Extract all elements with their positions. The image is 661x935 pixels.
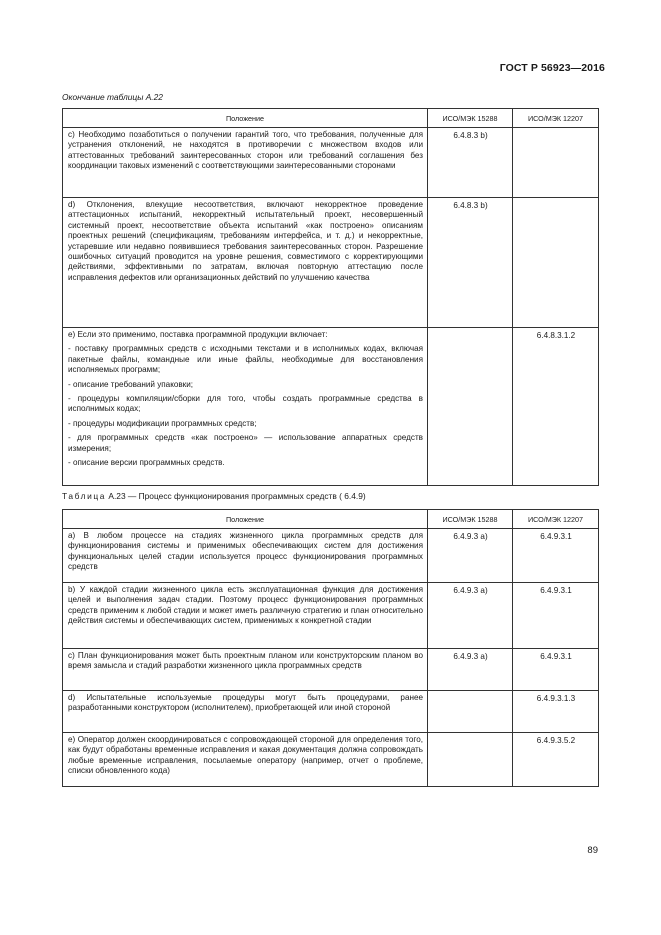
iso12207-ref: 6.4.8.3.1.2: [513, 328, 599, 486]
table-row: [63, 328, 599, 486]
provision-text: d) Испытательные используемые процедуры могут быть процедурами, ранее разработанными конструктором (исполнителем), приобретающей или иной стороной: [63, 691, 428, 733]
provision-text: c) План функционирования может быть проектным планом или конструкторским планом во время замысла и стадий разработки жизненного цикла программных средств: [63, 649, 428, 691]
table-header-row: [63, 510, 599, 529]
table-row: [63, 128, 599, 198]
list-intro: e) Если это применимо, поставка программной продукции включает:: [68, 330, 328, 339]
table-row: [63, 733, 599, 787]
provision-text: [63, 328, 428, 486]
column-header-provision: Положение: [63, 109, 428, 128]
column-header-provision: Положение: [63, 510, 428, 529]
column-header-iso15288: ИСО/МЭК 15288: [428, 510, 513, 529]
iso12207-ref: 6.4.9.3.1: [513, 649, 599, 691]
column-header-iso15288: ИСО/МЭК 15288: [428, 109, 513, 128]
iso12207-ref: [513, 198, 599, 328]
table-a23-caption-title: А.23 — Процесс функционирования программных средств ( 6.4.9): [108, 491, 366, 501]
list-item: - для программных средств «как построено» — использование аппаратных средств измерения;: [68, 433, 423, 453]
list-item: - процедуры компиляции/сборки для того, чтобы создать программные средства в исполнимых кодах;: [68, 394, 423, 414]
iso12207-ref: 6.4.9.3.5.2: [513, 733, 599, 787]
iso15288-ref: 6.4.9.3 a): [428, 529, 513, 583]
table-row: [63, 649, 599, 691]
table-row: [63, 691, 599, 733]
iso12207-ref: 6.4.9.3.1: [513, 583, 599, 649]
provision-text: e) Оператор должен скоординироваться с сопровождающей стороной для определения того, как будут обработаны временные исправления и какая документация должна сопровождать любые временные исправления, посылаемые оператору (например, отчет о проблеме, списки обновленного кода): [63, 733, 428, 787]
provision-text: b) У каждой стадии жизненного цикла есть эксплуатационная функция для достижения целей и выполнения задач стадии. Поэтому процесс функционирования программных средств применим к любой стадии и может иметь различную стратегию и план относительно действия системы и обеспечивающих систем, применимых к конкретной стадии: [63, 583, 428, 649]
list-item: - описание требований упаковки;: [68, 379, 194, 389]
standard-id: ГОСТ Р 56923—2016: [499, 62, 605, 74]
table-row: [63, 529, 599, 583]
table-a23-caption: [62, 491, 366, 501]
table-a23: [62, 509, 599, 787]
table-header-row: [63, 109, 599, 128]
iso15288-ref: 6.4.8.3 b): [428, 198, 513, 328]
iso15288-ref: [428, 328, 513, 486]
list-item: - описание версии программных средств.: [68, 458, 225, 468]
provision-text: d) Отклонения, влекущие несоответствия, включают некорректное проведение аттестационных испытаний, некорректный испытательный проект, несовершенный системный проект, несоответствие объекта испытаний «как построено» описаниям проектных решений (спецификациям, требованиям интерфейса, и т. д.) и некорректные, устаревшие или недавно появившиеся требования заинтересованных сторон. Разрешение ошибочных ситуаций проводится на уровне решения, совместимого с корректирующими действиями, эффективными по затратам, включая повторную аттестацию после исправления дефектов или организационных действий по улучшению качества: [63, 198, 428, 328]
table-row: [63, 583, 599, 649]
page-number: 89: [587, 845, 598, 856]
table-a23-caption-prefix: Таблица: [62, 491, 107, 501]
provision-text: a) В любом процессе на стадиях жизненного цикла программных средств для функционирования системы и применимых обеспечивающих систем для достижения функциональных целей стадии используется процесс функционирования программных средств: [63, 529, 428, 583]
iso15288-ref: [428, 733, 513, 787]
list-item: - поставку программных средств с исходными текстами и в исполнимых кодах, включая пакетные файлы, командные или иные файлы, необходимые для восстановления исполняемых программ;: [68, 344, 423, 375]
iso12207-ref: [513, 128, 599, 198]
list-item: - процедуры модификации программных средств;: [68, 418, 257, 428]
provision-text: c) Необходимо позаботиться о получении гарантий того, что требования, полученные для устранения отклонений, не находятся в противоречии с множеством входов или аттестованных требований заинтересованных сторон или требований соглашения без координации таковых изменений с соответствующими заинтересованными сторонами: [63, 128, 428, 198]
table-a22-caption: Окончание таблицы А.22: [62, 92, 163, 102]
iso15288-ref: [428, 691, 513, 733]
iso15288-ref: 6.4.8.3 b): [428, 128, 513, 198]
column-header-iso12207: ИСО/МЭК 12207: [513, 109, 599, 128]
table-row: [63, 198, 599, 328]
iso15288-ref: 6.4.9.3 a): [428, 649, 513, 691]
iso12207-ref: 6.4.9.3.1: [513, 529, 599, 583]
table-a22: [62, 108, 599, 486]
column-header-iso12207: ИСО/МЭК 12207: [513, 510, 599, 529]
iso12207-ref: 6.4.9.3.1.3: [513, 691, 599, 733]
iso15288-ref: 6.4.9.3 a): [428, 583, 513, 649]
